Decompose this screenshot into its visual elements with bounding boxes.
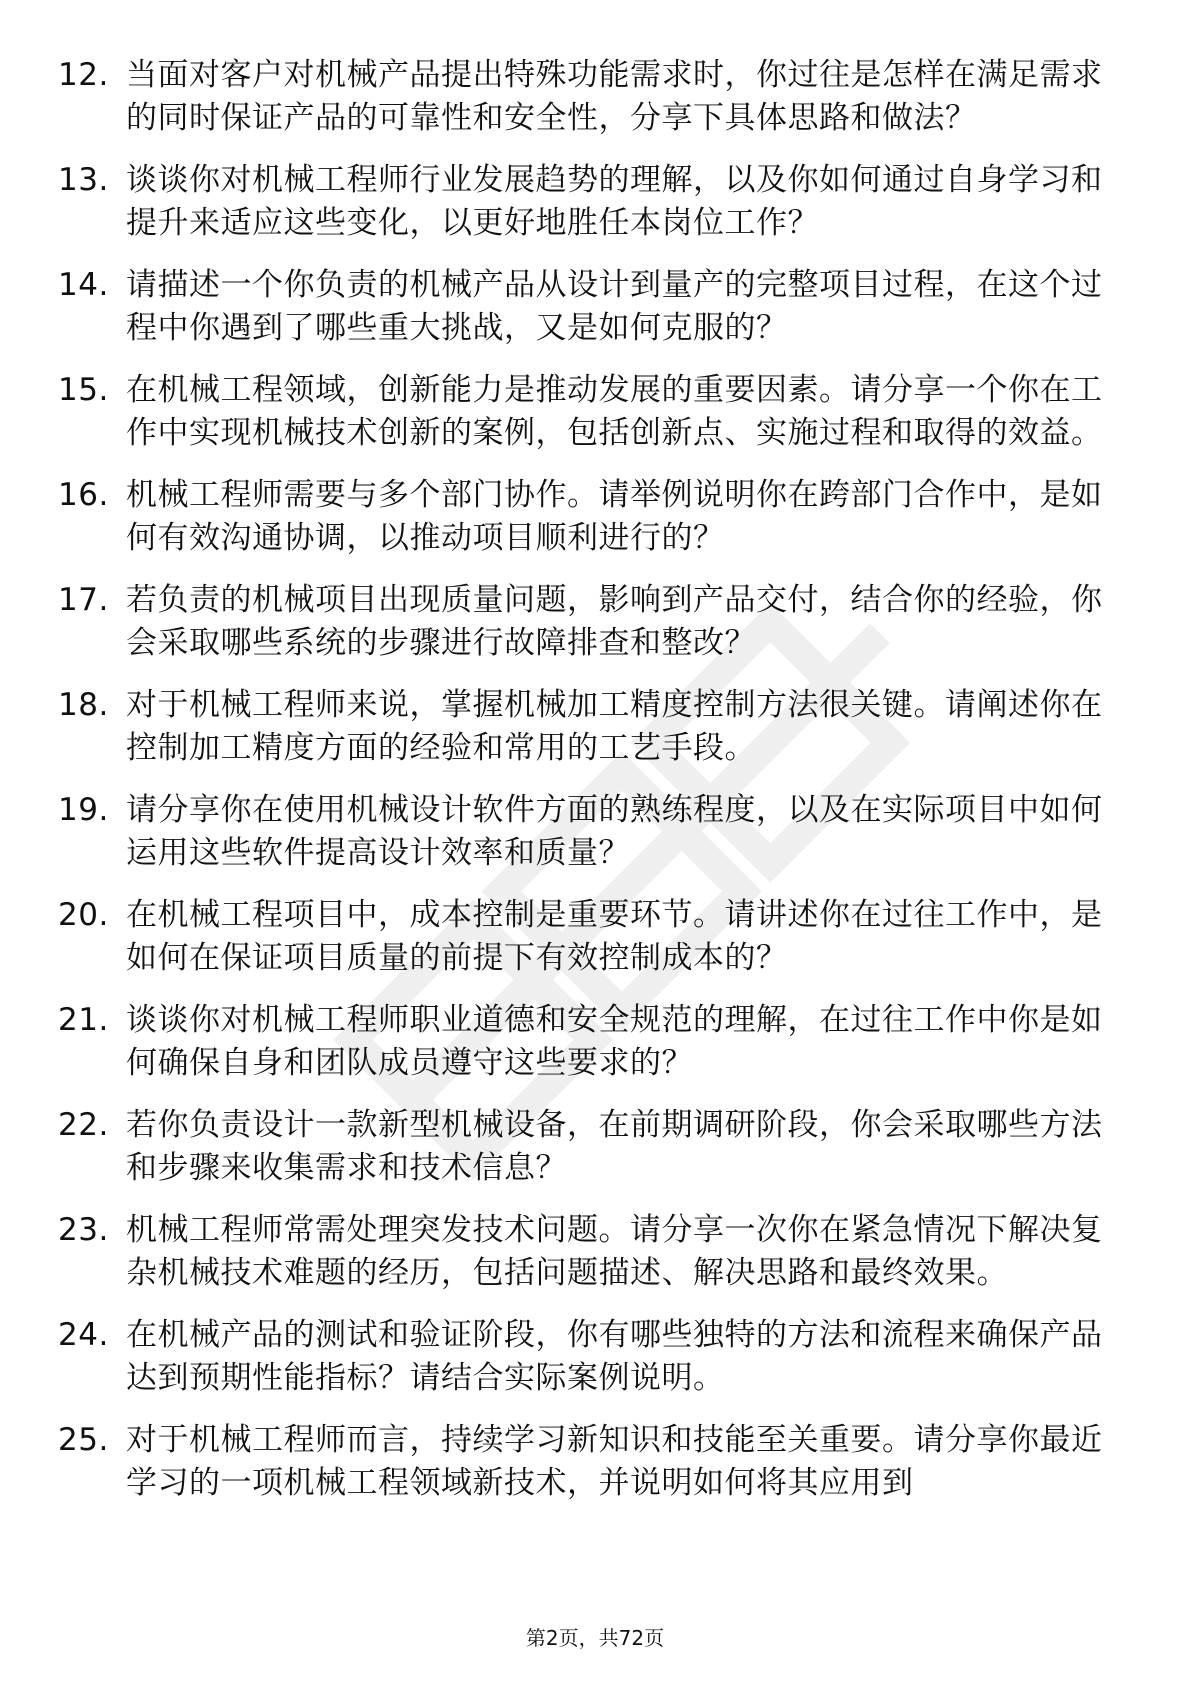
page-number-label: 第2页，共72页 [525,1626,665,1650]
question-number: 17. [58,582,109,618]
question-number: 21. [58,1002,109,1038]
question-item [58,579,1118,665]
question-item [58,159,1118,245]
question-item [58,474,1118,560]
question-text: 在机械工程项目中，成本控制是重要环节。请讲述你在过往工作中，是如何在保证项目质量的前提下有效控制成本的？ [126,897,1103,976]
question-item [58,789,1118,875]
question-item [58,999,1118,1085]
question-number: 18. [58,687,109,723]
question-item [58,54,1118,140]
question-number: 15. [58,372,109,408]
question-number: 20. [58,897,109,933]
question-text: 请描述一个你负责的机械产品从设计到量产的完整项目过程，在这个过程中你遇到了哪些重大挑战，又是如何克服的？ [126,267,1103,346]
question-text: 谈谈你对机械工程师行业发展趋势的理解，以及你如何通过自身学习和提升来适应这些变化，以更好地胜任本岗位工作？ [126,162,1103,241]
question-text: 在机械产品的测试和验证阶段，你有哪些独特的方法和流程来确保产品达到预期性能指标？请结合实际案例说明。 [126,1317,1103,1396]
question-text: 若你负责设计一款新型机械设备，在前期调研阶段，你会采取哪些方法和步骤来收集需求和技术信息？ [126,1107,1103,1186]
question-text: 在机械工程领域，创新能力是推动发展的重要因素。请分享一个你在工作中实现机械技术创新的案例，包括创新点、实施过程和取得的效益。 [126,372,1103,451]
question-text: 当面对客户对机械产品提出特殊功能需求时，你过往是怎样在满足需求的同时保证产品的可靠性和安全性，分享下具体思路和做法？ [126,57,1103,136]
question-text: 机械工程师常需处理突发技术问题。请分享一次你在紧急情况下解决复杂机械技术难题的经历，包括问题描述、解决思路和最终效果。 [126,1212,1103,1291]
question-text: 机械工程师需要与多个部门协作。请举例说明你在跨部门合作中，是如何有效沟通协调，以推动项目顺利进行的？ [126,477,1103,556]
question-item [58,264,1118,350]
question-item [58,1419,1118,1505]
question-number: 14. [58,267,109,303]
question-number: 19. [58,792,109,828]
page-footer [0,1624,1190,1652]
question-item [58,369,1118,455]
question-number: 16. [58,477,109,513]
question-text: 对于机械工程师而言，持续学习新知识和技能至关重要。请分享你最近学习的一项机械工程领域新技术，并说明如何将其应用到 [126,1422,1103,1501]
question-number: 24. [58,1317,109,1353]
question-item [58,684,1118,770]
question-text: 谈谈你对机械工程师职业道德和安全规范的理解，在过往工作中你是如何确保自身和团队成员遵守这些要求的？ [126,1002,1103,1081]
question-text: 请分享你在使用机械设计软件方面的熟练程度，以及在实际项目中如何运用这些软件提高设计效率和质量？ [126,792,1103,871]
question-item [58,1314,1118,1400]
question-number: 23. [58,1212,109,1248]
question-text: 对于机械工程师来说，掌握机械加工精度控制方法很关键。请阐述你在控制加工精度方面的经验和常用的工艺手段。 [126,687,1103,766]
question-item [58,1209,1118,1295]
question-text: 若负责的机械项目出现质量问题，影响到产品交付，结合你的经验，你会采取哪些系统的步骤进行故障排查和整改？ [126,582,1103,661]
question-item [58,1104,1118,1190]
question-number: 25. [58,1422,109,1458]
question-number: 22. [58,1107,109,1143]
question-item [58,894,1118,980]
question-number: 12. [58,57,109,93]
question-number: 13. [58,162,109,198]
question-list [58,54,1118,1524]
